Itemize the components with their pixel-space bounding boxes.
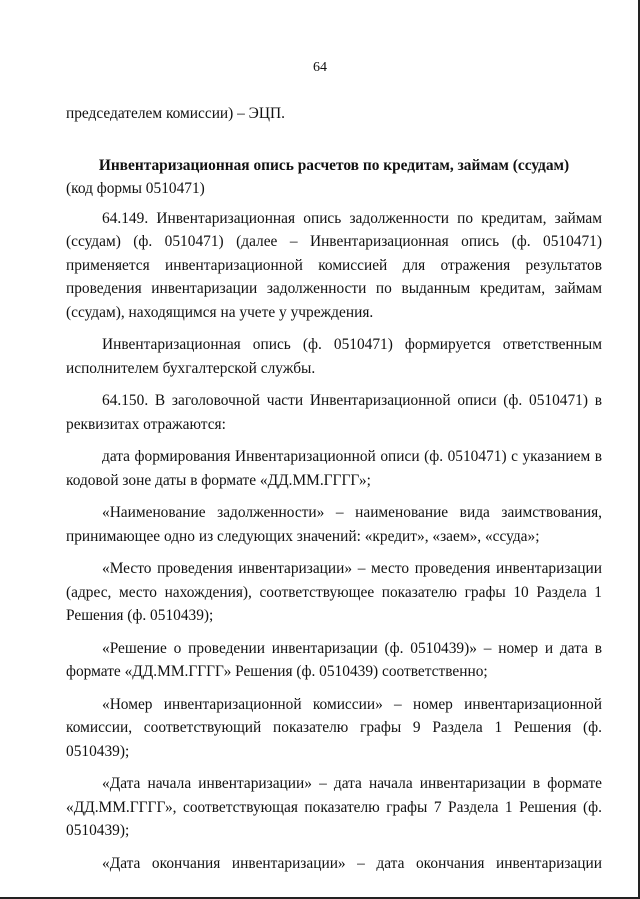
paragraph-end-date: «Дата окончания инвентаризации» – дата окончания инвентаризации bbox=[102, 854, 602, 872]
paragraph-64-149: 64.149. Инвентаризационная опись задолженности по кредитам, займам (ссудам) (ф. 0510471) (далее – Инвентаризационная опись (ф. 0510471) применяется инвентаризационной комиссией для отражения результатов проведения инвентаризации задолженности по выданным кредитам, займам (ссудам), находящимся на учете у учреждения. bbox=[66, 209, 602, 321]
page-number: 64 bbox=[313, 60, 327, 75]
paragraph-64-150: 64.150. В заголовочной части Инвентаризационной описи (ф. 0510471) в реквизитах отражаются: bbox=[66, 392, 602, 433]
paragraph-debt-name: «Наименование задолженности» – наименование вида заимствования, принимающее одно из следующих значений: «кредит», «заем», «ссуда»; bbox=[66, 504, 602, 545]
form-code-subheading: (код формы 0510471) bbox=[66, 180, 205, 197]
paragraph-inventory-place: «Место проведения инвентаризации» – место проведения инвентаризации (адрес, место нахождения), соответствующее показателю графы 10 Раздела 1 Решения (ф. 0510439); bbox=[66, 560, 602, 624]
paragraph-start-date: «Дата начала инвентаризации» – дата начала инвентаризации в формате «ДД.ММ.ГГГГ», соответствующая показателю графы 7 Раздела 1 Решения (ф. 0510439); bbox=[66, 775, 602, 839]
paragraph-commission-number: «Номер инвентаризационной комиссии» – номер инвентаризационной комиссии, соответствующий показателю графы 9 Раздела 1 Решения (ф. 0510439); bbox=[66, 695, 602, 760]
document-body bbox=[66, 102, 602, 884]
paragraph-formation-date: дата формирования Инвентаризационной описи (ф. 0510471) с указанием в кодовой зоне даты в формате «ДД.ММ.ГГГГ»; bbox=[66, 448, 602, 489]
paragraph-continuation: председателем комиссии) – ЭЦП. bbox=[66, 105, 285, 122]
section-heading: Инвентаризационная опись расчетов по кредитам, займам (ссудам) bbox=[98, 156, 570, 174]
paragraph-responsible: Инвентаризационная опись (ф. 0510471) формируется ответственным исполнителем бухгалтерской службы. bbox=[66, 336, 602, 377]
paragraph-inventory-decision: «Решение о проведении инвентаризации (ф. 0510439)» – номер и дата в формате «ДД.ММ.ГГГГ» Решения (ф. 0510439) соответственно; bbox=[66, 639, 602, 680]
